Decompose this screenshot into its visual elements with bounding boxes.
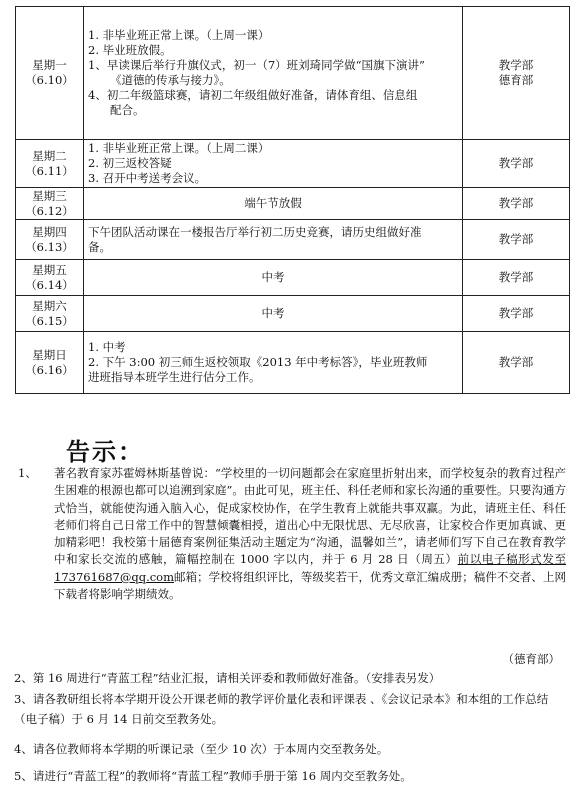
schedule-content-line: 进班指导本班学生进行估分工作。	[88, 370, 261, 384]
schedule-content-line: 2. 毕业班放假。	[88, 43, 172, 57]
schedule-row	[16, 140, 570, 188]
schedule-dept-cell: 教学部	[463, 332, 570, 394]
schedule-content-line: 2. 下午 3:00 初三师生返校领取《2013 年中考标答》，毕业班教师	[88, 355, 428, 369]
schedule-dept-cell: 教学部	[463, 296, 570, 332]
schedule-day-cell	[16, 188, 84, 220]
schedule-row	[16, 188, 570, 220]
notice-item-1-signature: （德育部）	[502, 652, 560, 666]
schedule-dept-cell: 教学部	[463, 140, 570, 188]
schedule-content-cell	[84, 260, 463, 296]
schedule-day-cell	[16, 296, 84, 332]
schedule-day-name: 星期六	[32, 298, 67, 313]
schedule-content-text: 端午节放假	[244, 196, 302, 210]
notice-item-3: 3、请各教研组长将本学期开设公开课老师的教学评价量化表和评课表 、《会议记录本》和本组的工作总结（电子稿）于 6 月 14 日前交至教务处。	[14, 692, 549, 726]
schedule-day-name: 星期二	[32, 148, 67, 163]
schedule-day-date: （6.10）	[25, 73, 74, 87]
schedule-dept-cell: 教学部	[463, 188, 570, 220]
schedule-content-cell	[84, 220, 463, 260]
schedule-content-text: 中考	[261, 306, 285, 320]
schedule-day-name: 星期五	[32, 262, 67, 277]
schedule-day-name: 星期一	[32, 58, 67, 72]
schedule-content-line: 《道德的传承与接力》。	[110, 73, 231, 87]
notice-item-1-number: 1、	[18, 466, 37, 480]
schedule-content-line: 下午团队活动课在一楼报告厅举行初二历史竞赛，请历史组做好准	[88, 224, 422, 239]
schedule-row	[16, 260, 570, 296]
schedule-content-line: 3. 召开中考送考会议。	[88, 171, 207, 185]
schedule-day-name: 星期日	[32, 347, 67, 362]
notice-title: 告示：	[66, 438, 144, 466]
schedule-content-line: 1. 中考	[88, 340, 126, 354]
schedule-row	[16, 220, 570, 260]
schedule-content-cell	[84, 296, 463, 332]
weekly-schedule-table	[15, 6, 570, 394]
schedule-dept-cell: 教学部	[463, 220, 570, 260]
schedule-dept-cell: 教学部 德育部	[463, 7, 570, 140]
schedule-content-line: 备。	[88, 239, 111, 254]
notice-item-2: 2、第 16 周进行“青蓝工程”结业汇报，请相关评委和教师做好准备。（安排表另发）	[14, 671, 441, 685]
schedule-content-cell	[84, 332, 463, 394]
schedule-content-text: 中考	[261, 270, 285, 284]
schedule-content-cell	[84, 7, 463, 140]
schedule-content-line: 1. 非毕业班正常上课。（上周二课）	[88, 141, 270, 155]
schedule-content-line: 配合。	[110, 103, 145, 117]
schedule-content-cell	[84, 188, 463, 220]
schedule-day-date: （6.15）	[25, 313, 74, 328]
schedule-day-cell	[16, 7, 84, 140]
schedule-row	[16, 296, 570, 332]
schedule-row	[16, 7, 570, 140]
schedule-content-line: 1. 非毕业班正常上课。（上周一课）	[88, 28, 270, 42]
schedule-content-line: 1、早读课后举行升旗仪式，初一（7）班刘琦同学做“国旗下演讲”	[88, 58, 425, 72]
schedule-content-cell	[84, 140, 463, 188]
schedule-day-cell	[16, 220, 84, 260]
schedule-row	[16, 332, 570, 394]
schedule-day-cell	[16, 140, 84, 188]
schedule-dept-cell: 教学部	[463, 260, 570, 296]
schedule-day-name: 星期三	[32, 188, 67, 203]
schedule-day-cell	[16, 260, 84, 296]
notice-item-4: 4、请各位教师将本学期的听课记录（至少 10 次）于本周内交至教务处。	[14, 742, 389, 756]
notice-item-1-text: 著名教育家苏霍姆林斯基曾说：“学校里的一切问题都会在家庭里折射出来，而学校复杂的教育过程产生困难的根源也都可以追溯到家庭”。由此可见，班主任、科任老师和家长沟通的重要性。只要沟通方式恰当，就能使沟通入脑入心，促成家校协作，在学生教育上就能共事双赢。为此，请班主任、科任老师们将自己日常工作中的智慧倾囊相授，道出心中无限忧思、无尽欣喜，让家校合作更加真诚、更加精彩吧！我校第十届德育案例征集活动主题定为“沟通，温馨如兰”，请老师们写下自己在教育教学中和家长交流的感触，篇幅控制在 1000 字以内，并于 6 月 28 日（周五）	[54, 466, 566, 567]
notice-item-1	[14, 465, 566, 603]
schedule-day-date: （6.13）	[25, 239, 74, 254]
notice-item-1-text-end: 邮箱；学校将组织评比，等级奖若干，优秀文章汇编成册；稿件不交者、上网下载者将影响学期绩效。	[54, 569, 566, 602]
schedule-day-cell	[16, 332, 84, 394]
notice-item-5: 5、请进行“青蓝工程”的教师将“青蓝工程”教师手册于第 16 周内交至教务处。	[14, 769, 412, 783]
schedule-day-date: （6.12）	[25, 203, 74, 218]
schedule-day-date: （6.16）	[25, 362, 74, 377]
schedule-day-name: 星期四	[32, 224, 67, 239]
schedule-day-date: （6.11）	[25, 163, 74, 178]
schedule-day-date: （6.14）	[25, 277, 74, 292]
notice-item-1-email: 前以电子稿形式发至 173761687@qq.com	[54, 552, 567, 584]
schedule-content-line: 2. 初三返校答疑	[88, 156, 172, 170]
schedule-content-line: 4、初二年级篮球赛，请初二年级组做好准备，请体育组、信息组	[88, 88, 418, 102]
